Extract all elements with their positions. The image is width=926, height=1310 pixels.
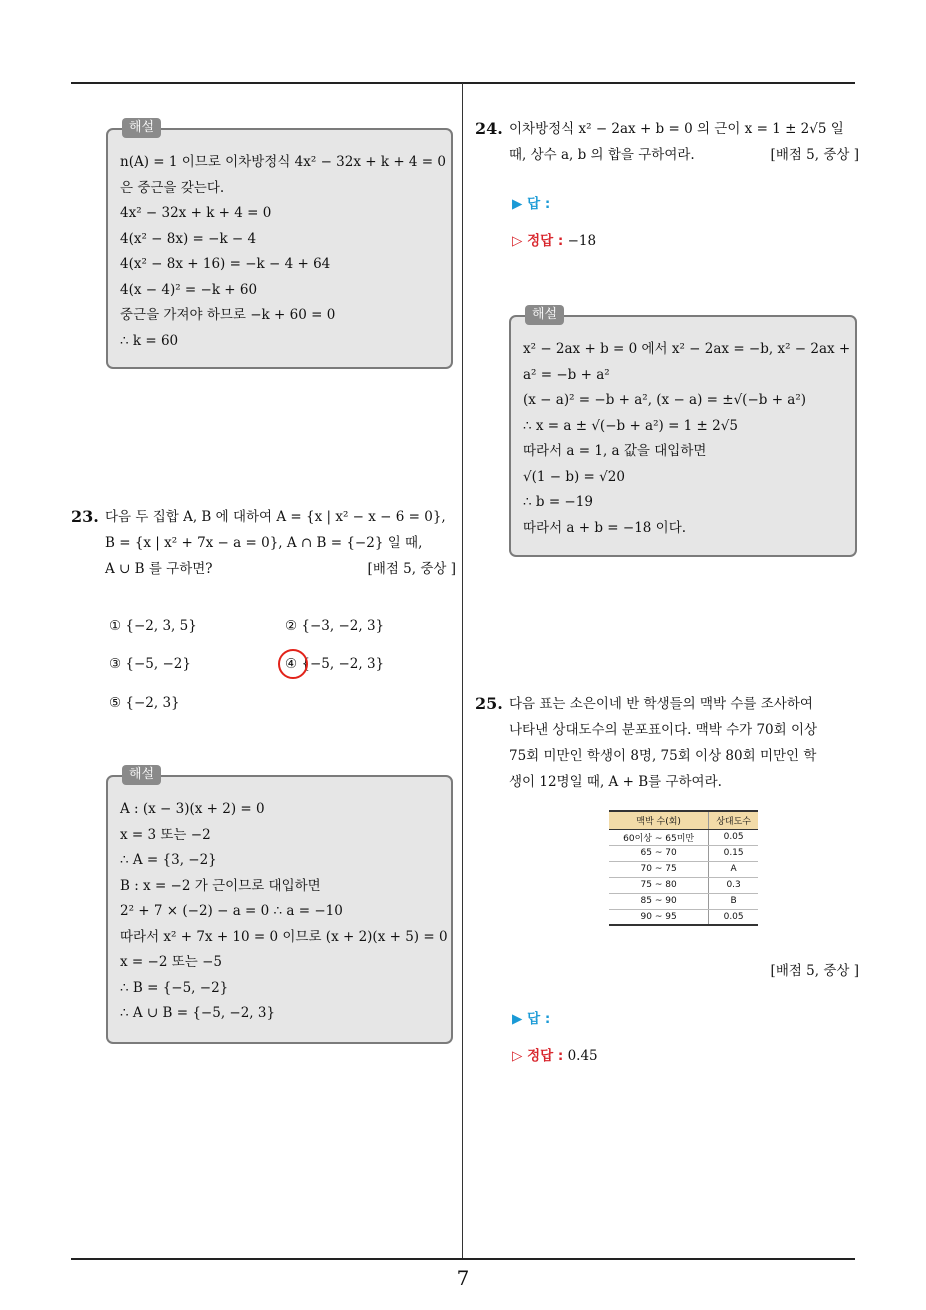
option-3[interactable]: ③ {−5, −2}: [109, 656, 191, 672]
correct-label: ▷ 정답 :: [512, 233, 564, 249]
question-25: [475, 691, 859, 795]
answer-line-24: [512, 192, 550, 212]
top-rule: [71, 82, 855, 84]
solution-line: 4(x − 4)² = −k + 60: [120, 281, 258, 298]
solution-line: x² − 2ax + b = 0 에서 x² − 2ax = −b, x² − 2ax +: [523, 341, 851, 357]
solution-tag: 해설: [122, 765, 161, 785]
table-cell: 60이상 ~ 65미만: [609, 829, 709, 845]
solution-line: 4x² − 32x + k + 4 = 0: [120, 205, 272, 221]
solution-line: ∴ B = {−5, −2}: [120, 979, 229, 996]
question-text: 다음 표는 소은이네 반 학생들의 맥박 수를 조사하여: [509, 696, 813, 712]
column-divider: [462, 83, 463, 1259]
question-number: 25.: [475, 694, 503, 713]
table-cell: 75 ~ 80: [609, 877, 709, 893]
solution-line: ∴ b = −19: [523, 494, 593, 510]
solution-tag: 해설: [525, 305, 564, 325]
answer-label: ▶ 답 :: [512, 196, 551, 212]
solution-line: A : (x − 3)(x + 2) = 0: [120, 801, 265, 817]
correct-answer-24: [512, 229, 596, 249]
option-4-label: ④ {−5, −2, 3}: [285, 656, 385, 672]
correct-value: 0.45: [567, 1048, 598, 1064]
option-1[interactable]: ① {−2, 3, 5}: [109, 618, 197, 634]
frequency-table: [609, 810, 758, 926]
table-cell: 0.15: [709, 845, 758, 861]
solution-line: ∴ k = 60: [120, 332, 179, 349]
table-header-row: [609, 811, 758, 829]
table-cell: 0.3: [709, 877, 758, 893]
question-text: 다음 두 집합 A, B 에 대하여 A = {x | x² − x − 6 = 0},: [105, 509, 446, 525]
solution-line: √(1 − b) = √20: [523, 468, 625, 485]
option-5[interactable]: ⑤ {−2, 3}: [109, 695, 180, 711]
solution-line: (x − a)² = −b + a², (x − a) = ±√(−b + a²): [523, 392, 807, 408]
table-cell: 0.05: [709, 909, 758, 925]
option-4[interactable]: [285, 656, 384, 672]
solution-line: 따라서 a = 1, a 값을 대입하면: [523, 443, 707, 459]
table-cell: 70 ~ 75: [609, 861, 709, 877]
solution-line: ∴ x = a ± √(−b + a²) = 1 ± 2√5: [523, 417, 738, 434]
score-label: [배점 5, 중상 ]: [770, 147, 859, 163]
page-number: 7: [456, 1266, 470, 1290]
table-cell: 90 ~ 95: [609, 909, 709, 925]
answer-line-25: [512, 1007, 550, 1027]
solution-line: 따라서 a + b = −18 이다.: [523, 519, 687, 536]
option-2[interactable]: ② {−3, −2, 3}: [285, 618, 385, 634]
solution-line: n(A) = 1 이므로 이차방정식 4x² − 32x + k + 4 = 0: [120, 154, 447, 170]
solution-line: x = −2 또는 −5: [120, 954, 222, 970]
selected-answer-circle: [278, 649, 308, 679]
bottom-rule: [71, 1258, 855, 1260]
table-row: [609, 909, 758, 925]
question-text: 이차방정식 x² − 2ax + b = 0 의 근이 x = 1 ± 2√5 일: [509, 121, 844, 137]
question-text: 75회 미만인 학생이 8명, 75회 이상 80회 미만인 학: [509, 748, 817, 764]
table-row: [609, 893, 758, 909]
table-header: 맥박 수(회): [609, 811, 709, 829]
table-row: [609, 845, 758, 861]
table-cell: 0.05: [709, 829, 758, 845]
solution-line: 4(x² − 8x) = −k − 4: [120, 230, 257, 247]
question-23: [71, 504, 456, 582]
table-cell: 65 ~ 70: [609, 845, 709, 861]
table-cell: A: [709, 861, 758, 877]
correct-answer-25: [512, 1044, 598, 1064]
question-text: 나타낸 상대도수의 분포표이다. 맥박 수가 70회 이상: [509, 722, 818, 738]
solution-box-23: [106, 767, 453, 1044]
solution-line: 은 중근을 갖는다.: [120, 179, 225, 196]
table-row: [609, 829, 758, 845]
score-label-25: [배점 5, 중상 ]: [770, 963, 859, 979]
table-header: 상대도수: [709, 811, 758, 829]
solution-box-22: [106, 120, 453, 369]
solution-line: 따라서 x² + 7x + 10 = 0 이므로 (x + 2)(x + 5) = 0: [120, 928, 448, 945]
score-label: [배점 5, 중상 ]: [367, 561, 456, 577]
solution-line: ∴ A ∪ B = {−5, −2, 3}: [120, 1005, 276, 1021]
solution-box-24: [509, 307, 857, 557]
answer-label: ▶ 답 :: [512, 1011, 551, 1027]
table-row: [609, 877, 758, 893]
solution-line: ∴ A = {3, −2}: [120, 852, 217, 868]
correct-value: −18: [567, 233, 597, 249]
correct-label: ▷ 정답 :: [512, 1048, 564, 1064]
question-24: [475, 116, 859, 168]
solution-line: 4(x² − 8x + 16) = −k − 4 + 64: [120, 256, 331, 272]
solution-tag: 해설: [122, 118, 161, 138]
solution-line: 중근을 가져야 하므로 −k + 60 = 0: [120, 307, 336, 323]
solution-line: 2² + 7 × (−2) − a = 0 ∴ a = −10: [120, 903, 343, 919]
table-cell: 85 ~ 90: [609, 893, 709, 909]
question-number: 23.: [71, 507, 99, 526]
question-text: 생이 12명일 때, A + B를 구하여라.: [509, 774, 722, 790]
question-text: A ∪ B 를 구하면?: [105, 561, 213, 577]
solution-line: B : x = −2 가 근이므로 대입하면: [120, 877, 321, 894]
table-cell: B: [709, 893, 758, 909]
question-text: 때, 상수 a, b 의 합을 구하여라.: [509, 147, 695, 163]
solution-line: a² = −b + a²: [523, 366, 610, 383]
table-row: [609, 861, 758, 877]
question-text: B = {x | x² + 7x − a = 0}, A ∩ B = {−2} 일 때,: [105, 535, 423, 551]
question-number: 24.: [475, 119, 503, 138]
solution-line: x = 3 또는 −2: [120, 826, 211, 843]
